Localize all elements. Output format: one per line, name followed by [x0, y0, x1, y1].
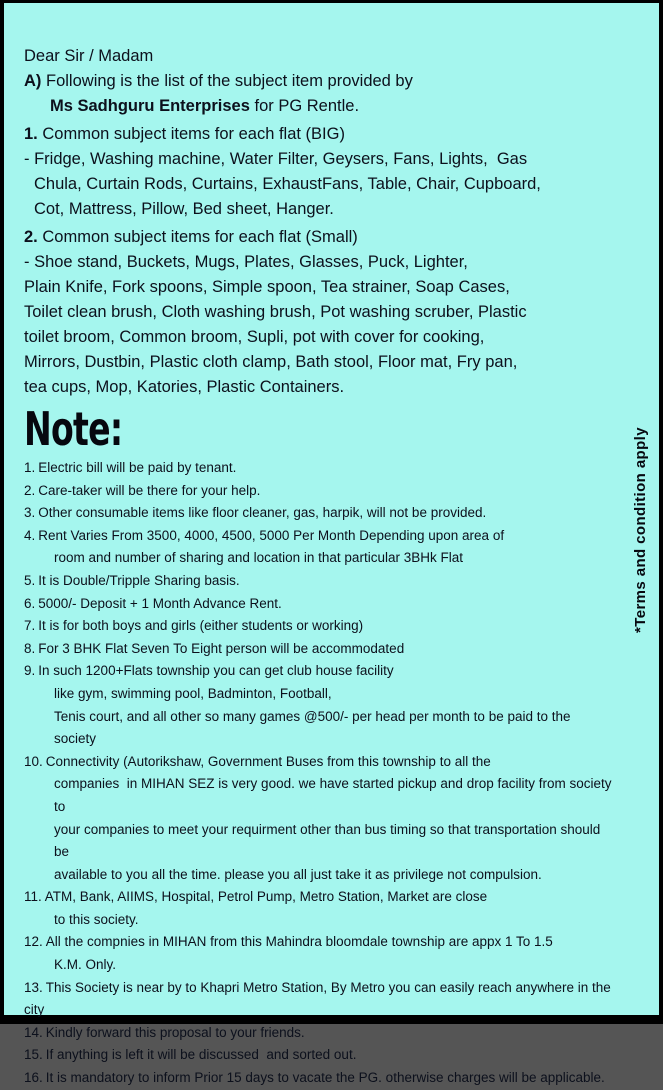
note-text: For 3 BHK Flat Seven To Eight person will be accommodated: [38, 640, 405, 656]
note-item: [24, 502, 613, 525]
terms-side-note: *Terms and condition apply: [632, 427, 649, 633]
note-text: Other consumable items like floor cleaner, gas, harpik, will not be provided.: [38, 505, 487, 521]
note-line: [24, 593, 613, 616]
note-item: [24, 1044, 613, 1067]
section-line: - Fridge, Washing machine, Water Filter, Geysers, Fans, Lights, Gas: [24, 150, 528, 168]
note-text: This Society is near by to Khapri Metro Station, By Metro you can easily reach anywhere in the city: [24, 979, 615, 1018]
section-line: toilet broom, Common broom, Supli, pot with cover for cooking,: [24, 328, 485, 346]
note-number: 7.: [24, 618, 36, 634]
document-content: [4, 3, 659, 1090]
note-line: Tenis court, and all other so many games @500/- per head per month to be paid to the society: [54, 708, 575, 747]
note-item: [24, 570, 613, 593]
notes-list: [24, 457, 643, 1090]
note-item: [24, 886, 613, 931]
note-item: [24, 457, 613, 480]
section-small-items: [24, 225, 643, 400]
note-item: [24, 977, 613, 1022]
section-line: Mirrors, Dustbin, Plastic cloth clamp, Bath stool, Floor mat, Fry pan,: [24, 353, 518, 371]
note-number: 13.: [24, 979, 43, 995]
section-big-items: [24, 122, 643, 222]
section-line: Chula, Curtain Rods, Curtains, ExhaustFans, Table, Chair, Cupboard,: [34, 175, 541, 193]
note-heading-text: Note:: [24, 402, 123, 456]
note-number: 4.: [24, 527, 36, 543]
note-text: 5000/- Deposit + 1 Month Advance Rent.: [38, 595, 282, 611]
note-line: like gym, swimming pool, Badminton, Football,: [54, 685, 332, 701]
company-line: [24, 94, 643, 119]
note-line: to this society.: [54, 911, 139, 927]
company-name: Ms Sadhguru Enterprises: [50, 97, 250, 115]
note-text: ATM, Bank, AIIMS, Hospital, Petrol Pump, Metro Station, Market are close: [44, 889, 488, 905]
note-text: Rent Varies From 3500, 4000, 4500, 5000 Per Month Depending upon area of: [38, 527, 505, 543]
section-title: [24, 225, 643, 250]
section-number: 1.: [24, 125, 38, 143]
note-number: 9.: [24, 663, 36, 679]
section-title-text: Common subject items for each flat (Small): [42, 228, 358, 246]
note-line: [24, 886, 613, 909]
intro-line: [24, 69, 643, 94]
note-item: [24, 931, 613, 976]
note-line: room and number of sharing and location in that particular 3BHk Flat: [54, 550, 463, 566]
note-line: [24, 570, 613, 593]
section-title-text: Common subject items for each flat (BIG): [42, 125, 345, 143]
note-line: [24, 660, 613, 683]
note-line: [24, 480, 613, 503]
section-line: Plain Knife, Fork spoons, Simple spoon, Tea strainer, Soap Cases,: [24, 278, 510, 296]
section-line: tea cups, Mop, Katories, Plastic Containers.: [24, 378, 345, 396]
note-item: [24, 1022, 613, 1045]
note-number: 8.: [24, 640, 36, 656]
note-item: [24, 615, 613, 638]
note-line: [24, 638, 613, 661]
note-text: Kindly forward this proposal to your friends.: [45, 1024, 305, 1040]
section-line: Toilet clean brush, Cloth washing brush, Pot washing scruber, Plastic: [24, 303, 527, 321]
note-line: [24, 615, 613, 638]
note-item: [24, 525, 613, 570]
note-text: It is Double/Tripple Sharing basis.: [38, 572, 240, 588]
note-line: [24, 457, 613, 480]
note-text: In such 1200+Flats township you can get club house facility: [38, 663, 394, 679]
note-text: It is for both boys and girls (either students or working): [38, 618, 364, 634]
salutation: Dear Sir / Madam: [24, 47, 154, 65]
note-item: [24, 593, 613, 616]
note-number: 10.: [24, 753, 43, 769]
note-line: [24, 1067, 613, 1090]
note-line: [24, 977, 613, 1022]
note-text: All the compnies in MIHAN from this Mahindra bloomdale township are appx 1 To 1.5: [45, 934, 553, 950]
note-line: [24, 751, 613, 774]
note-line: companies in MIHAN SEZ is very good. we have started pickup and drop facility from society to: [54, 776, 616, 814]
note-number: 11.: [24, 889, 42, 905]
note-text: Electric bill will be paid by tenant.: [38, 460, 237, 475]
note-text: It is mandatory to inform Prior 15 days to vacate the PG. otherwise charges will be applicable.: [45, 1070, 605, 1086]
note-text: Connectivity (Autorikshaw, Government Buses from this township to all the: [45, 753, 491, 769]
note-number: 5.: [24, 572, 36, 588]
section-number: 2.: [24, 228, 38, 246]
note-item: [24, 1067, 613, 1090]
note-line: available to you all the time. please you all just take it as privilege not compulsion.: [54, 866, 542, 882]
note-text: Care-taker will be there for your help.: [38, 482, 261, 498]
section-line: Cot, Mattress, Pillow, Bed sheet, Hanger.: [34, 200, 334, 218]
section-title: [24, 122, 643, 147]
note-line: K.M. Only.: [54, 957, 117, 973]
note-item: [24, 660, 613, 750]
note-line: your companies to meet your requirment other than bus timing so that transportation should be: [54, 821, 605, 860]
section-line: - Shoe stand, Buckets, Mugs, Plates, Glasses, Puck, Lighter,: [24, 253, 468, 271]
intro-label: A): [24, 72, 42, 90]
note-number: 15.: [24, 1047, 43, 1063]
note-line: [24, 525, 613, 548]
note-text: If anything is left it will be discussed and sorted out.: [45, 1047, 357, 1063]
intro-text: Following is the list of the subject item provided by: [46, 72, 413, 90]
note-line: [24, 502, 613, 525]
note-number: 1.: [24, 460, 36, 475]
note-line: [24, 931, 613, 954]
note-item: [24, 480, 613, 503]
company-suffix: for PG Rentle.: [254, 97, 360, 115]
note-item: [24, 751, 616, 887]
note-number: 3.: [24, 505, 36, 521]
note-line: [24, 1022, 613, 1045]
note-number: 2.: [24, 482, 36, 498]
note-line: [24, 1044, 613, 1067]
note-number: 12.: [24, 934, 43, 950]
note-number: 6.: [24, 595, 36, 611]
note-heading: [24, 402, 643, 456]
note-number: 14.: [24, 1024, 43, 1040]
note-item: [24, 638, 613, 661]
note-number: 16.: [24, 1070, 43, 1086]
